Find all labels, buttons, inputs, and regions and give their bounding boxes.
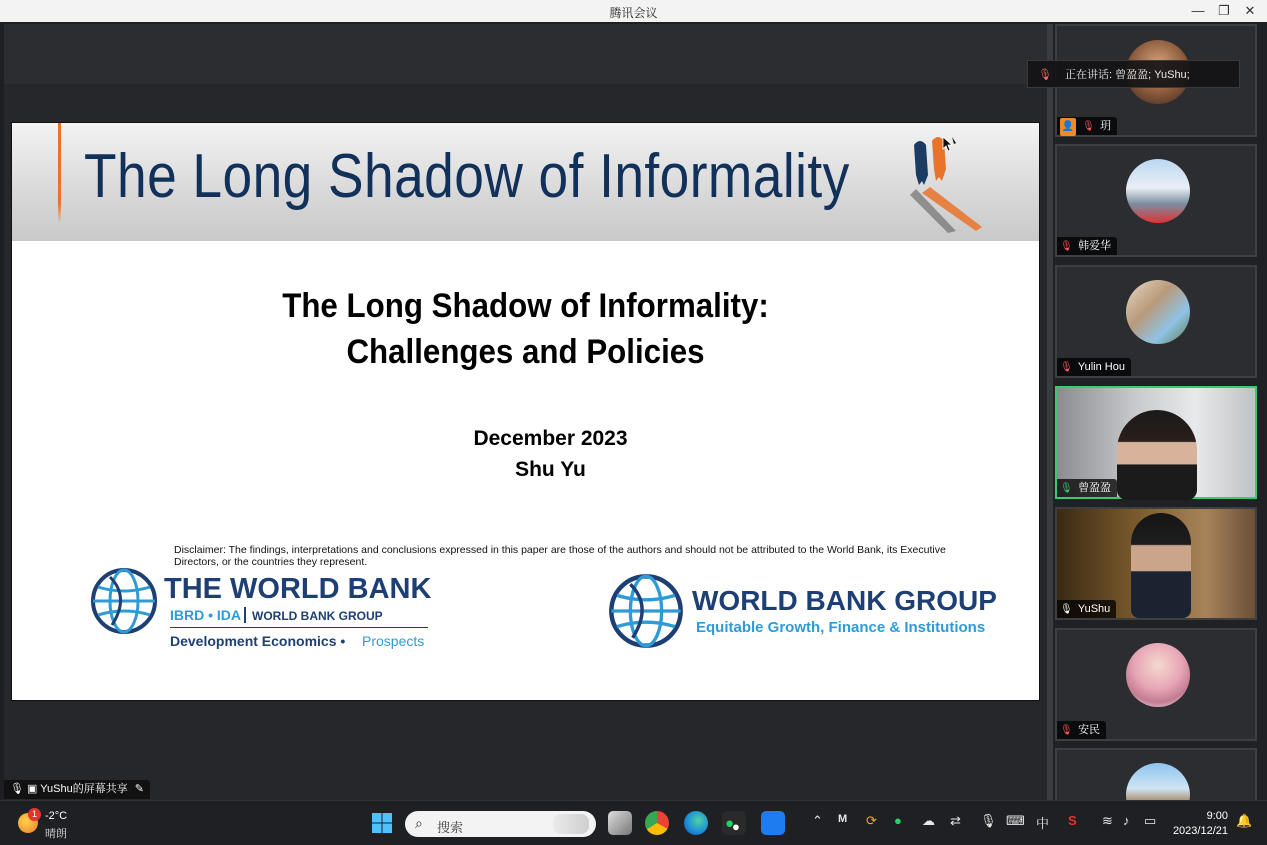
mouse-cursor-icon (942, 136, 954, 152)
mic-muted-icon: 🎙 (1060, 241, 1073, 252)
participant-name: 韩爱华 (1078, 240, 1112, 252)
participant-tile[interactable] (1055, 265, 1257, 378)
slide-author: Shu Yu (515, 458, 586, 481)
globe-icon (608, 573, 684, 649)
window-titlebar (0, 0, 1267, 22)
participant-name: Yulin Hou (1077, 361, 1125, 373)
participant-tile[interactable] (1055, 507, 1257, 620)
slide-title-line1: The Long Shadow of Informality: (282, 287, 769, 325)
search-icon: ⌕ (415, 815, 423, 831)
participant-name-tag (1057, 358, 1131, 376)
weather-temp[interactable]: -2°C (45, 810, 68, 822)
mic-muted-icon: 🎙 (1060, 725, 1073, 736)
participant-tile[interactable] (1055, 748, 1257, 800)
slide-disclaimer: Disclaimer: The findings, interpretations and conclusions expressed in this paper are those of the authors and should not be attributed to the World Bank, its Executive Directors, or the countries they represent. (174, 544, 946, 568)
participant-name: 曾盈盈 (1078, 482, 1112, 494)
sogou-icon[interactable]: S (1068, 813, 1077, 828)
mic-on-icon: 🎙 (1060, 604, 1073, 615)
notification-bell-icon[interactable]: 🔔 (1236, 813, 1253, 828)
video-person (1117, 410, 1197, 500)
weather-desc[interactable]: 晴朗 (45, 828, 67, 840)
participant-name-tag (1057, 237, 1117, 255)
wb-left-name: THE WORLD BANK (164, 573, 432, 605)
participant-tile[interactable] (1055, 144, 1257, 257)
app-tray-icon[interactable]: M (838, 813, 848, 825)
world-bank-logo-left (90, 567, 450, 657)
battery-icon[interactable]: ▭ (1144, 813, 1157, 828)
start-button[interactable] (370, 811, 394, 835)
participant-name-tag (1057, 600, 1116, 618)
participants-sidebar[interactable] (1053, 24, 1267, 800)
mic-icon: 🎙 (1038, 69, 1052, 81)
wb-left-prospects: Prospects (362, 633, 425, 649)
wb-left-separator (244, 607, 246, 623)
speaking-text: 正在讲话: 曾盈盈; YuShu; (1065, 69, 1190, 81)
restore-button[interactable]: ❐ (1218, 3, 1230, 18)
wbg-right-tagline: Equitable Growth, Finance & Institutions (696, 619, 986, 636)
chrome-icon[interactable] (645, 811, 669, 835)
tencent-meeting-icon[interactable] (761, 811, 785, 835)
mic-muted-icon: 🎙 (1082, 121, 1095, 132)
participant-name-tag (1057, 117, 1117, 135)
wb-left-dept: Development Economics • (170, 633, 346, 649)
mic-icon: 🎙 (10, 783, 24, 795)
wechat-tray-icon[interactable]: ● (894, 813, 902, 828)
search-highlight-image (553, 814, 589, 834)
participant-tile-active[interactable] (1055, 386, 1257, 499)
video-person (1131, 513, 1191, 618)
wb-left-group: WORLD BANK GROUP (252, 609, 383, 623)
transfer-icon[interactable]: ⇄ (950, 813, 961, 828)
person-icon: 👤 (1060, 118, 1076, 136)
slide-banner (12, 123, 1039, 241)
stage-top-band (4, 24, 1047, 84)
participant-name-tag (1057, 479, 1117, 497)
screen-icon: ▣ (27, 783, 38, 795)
avatar (1126, 763, 1190, 800)
banner-accent-stripe (58, 123, 61, 223)
task-view-icon[interactable] (608, 811, 632, 835)
close-button[interactable]: ✕ (1244, 3, 1256, 18)
screen-share-tag[interactable] (4, 780, 150, 799)
share-tag-label: YuShu的屏幕共享 (40, 783, 128, 795)
participant-name: 玥 (1100, 120, 1112, 132)
banner-title: The Long Shadow of Informality (84, 142, 850, 211)
wbg-right-name: WORLD BANK GROUP (692, 585, 997, 616)
participant-name-tag (1057, 721, 1106, 739)
wechat-icon[interactable]: ● ● (722, 811, 746, 835)
avatar (1126, 280, 1190, 344)
slide-title-line2: Challenges and Policies (346, 333, 705, 371)
clock-time[interactable]: 9:00 (1206, 810, 1228, 822)
shared-screen-area (4, 24, 1047, 800)
ime-indicator[interactable]: 中 (1036, 816, 1050, 831)
speaking-indicator (1027, 60, 1240, 88)
taskbar-search-box[interactable] (405, 811, 596, 837)
avatar (1126, 643, 1190, 707)
world-bank-group-logo-right (608, 573, 1028, 653)
microphone-icon[interactable]: 🎙 (980, 813, 997, 828)
wb-left-ibrd: IBRD • IDA (170, 607, 242, 623)
mic-muted-icon: 🎙 (1060, 362, 1073, 373)
globe-icon (90, 567, 158, 635)
pencil-icon[interactable]: ✎ (134, 783, 144, 795)
sync-icon[interactable]: ⟳ (866, 813, 877, 828)
volume-icon[interactable]: ♪ (1123, 813, 1130, 828)
participant-tile[interactable] (1055, 628, 1257, 741)
wb-left-rule (170, 627, 428, 628)
slide-date: December 2023 (473, 427, 628, 450)
search-placeholder: 搜索 (437, 820, 464, 835)
clock-date[interactable]: 2023/12/21 (1172, 825, 1228, 837)
participant-name: 安民 (1078, 724, 1101, 736)
windows-logo-icon (370, 811, 394, 835)
minimize-button[interactable]: — (1191, 3, 1205, 18)
chevron-up-icon[interactable]: ⌃ (812, 813, 823, 828)
presentation-slide (12, 123, 1039, 700)
windows-taskbar (0, 800, 1267, 845)
weather-badge: 1 (28, 808, 41, 821)
edge-icon[interactable] (684, 811, 708, 835)
participant-name: YuShu (1077, 603, 1111, 615)
mic-on-icon: 🎙 (1060, 483, 1073, 494)
keyboard-icon[interactable]: ⌨ (1006, 813, 1025, 828)
cloud-icon[interactable]: ☁ (922, 813, 935, 828)
window-title: 腾讯会议 (609, 6, 658, 20)
avatar (1126, 159, 1190, 223)
wifi-icon[interactable]: ≋ (1102, 813, 1113, 828)
